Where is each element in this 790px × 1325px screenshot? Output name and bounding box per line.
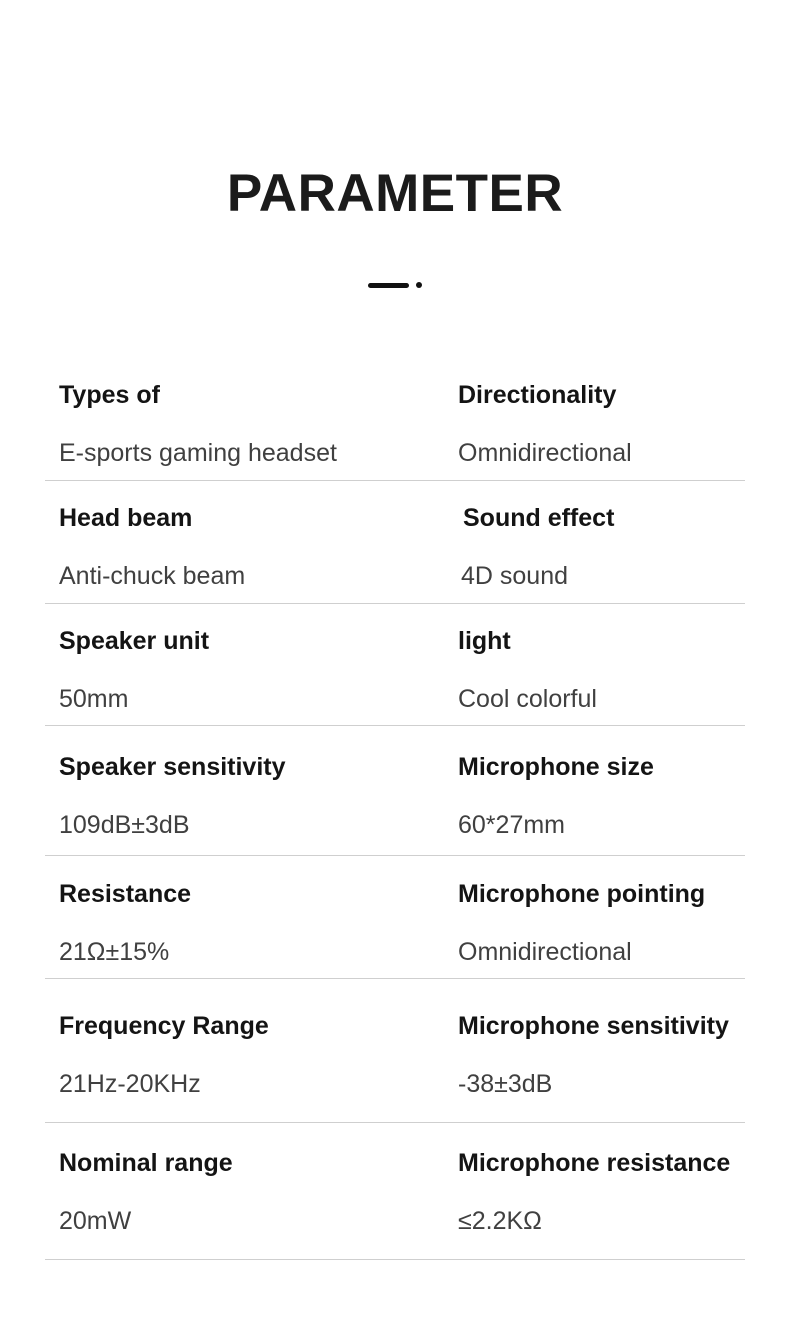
- spec-label: Microphone size: [458, 753, 654, 781]
- spec-cell-light: [458, 628, 745, 725]
- spec-cell-microphone-pointing: [458, 881, 745, 978]
- spec-label: Head beam: [59, 504, 193, 532]
- spec-value: 21Hz-20KHz: [59, 1070, 201, 1098]
- spec-label: Directionality: [458, 381, 617, 409]
- spec-cell-frequency-range: [45, 1013, 458, 1122]
- spec-label: Frequency Range: [59, 1012, 269, 1040]
- spec-label: Nominal range: [59, 1149, 233, 1177]
- spec-cell-microphone-resistance: [458, 1150, 745, 1259]
- spec-value: 21Ω±15%: [59, 938, 170, 966]
- spec-label: Sound effect: [463, 504, 615, 532]
- spec-label: light: [458, 627, 511, 655]
- spec-row-nominalrange-micresistance: [45, 1123, 745, 1260]
- spec-value: Anti-chuck beam: [59, 562, 246, 590]
- spec-value: Omnidirectional: [458, 938, 632, 966]
- spec-cell-speaker-sensitivity: [45, 754, 458, 855]
- spec-cell-resistance: [45, 881, 458, 978]
- spec-row-frequency-micsensitivity: [45, 979, 745, 1123]
- spec-value: 109dB±3dB: [59, 811, 190, 839]
- spec-cell-sound-effect: [458, 505, 745, 603]
- spec-value: 20mW: [59, 1207, 132, 1235]
- header: [0, 0, 790, 288]
- spec-cell-speaker-unit: [45, 628, 458, 725]
- spec-label: Types of: [59, 381, 160, 409]
- spec-row-sensitivity-micsize: [45, 726, 745, 856]
- title-underline: [0, 282, 790, 288]
- spec-value: 4D sound: [461, 562, 569, 590]
- spec-table: [45, 358, 745, 1260]
- spec-value: ≤2.2KΩ: [458, 1207, 542, 1235]
- spec-row-speakerunit-light: [45, 604, 745, 726]
- page-title: PARAMETER: [226, 164, 564, 223]
- spec-cell-types-of: [45, 382, 458, 480]
- spec-label: Microphone resistance: [458, 1149, 731, 1177]
- spec-row-headbeam-soundeffect: [45, 481, 745, 604]
- spec-value: 50mm: [59, 685, 129, 713]
- spec-cell-head-beam: [45, 505, 458, 603]
- spec-cell-directionality: [458, 382, 745, 480]
- title-dot-icon: [416, 282, 422, 288]
- spec-value: Omnidirectional: [458, 439, 632, 467]
- spec-value: 60*27mm: [458, 811, 565, 839]
- title-dash-icon: [368, 283, 409, 288]
- spec-value: -38±3dB: [458, 1070, 553, 1098]
- spec-cell-microphone-sensitivity: [458, 1013, 745, 1122]
- spec-label: Speaker unit: [59, 627, 210, 655]
- spec-row-types-directionality: [45, 358, 745, 481]
- spec-label: Microphone sensitivity: [458, 1012, 729, 1040]
- spec-value: Cool colorful: [458, 685, 597, 713]
- spec-value: E-sports gaming headset: [59, 439, 337, 467]
- spec-cell-microphone-size: [458, 754, 745, 855]
- spec-row-resistance-micpointing: [45, 856, 745, 979]
- spec-label: Speaker sensitivity: [59, 753, 286, 781]
- spec-label: Microphone pointing: [458, 880, 706, 908]
- spec-label: Resistance: [59, 880, 192, 908]
- spec-cell-nominal-range: [45, 1150, 458, 1259]
